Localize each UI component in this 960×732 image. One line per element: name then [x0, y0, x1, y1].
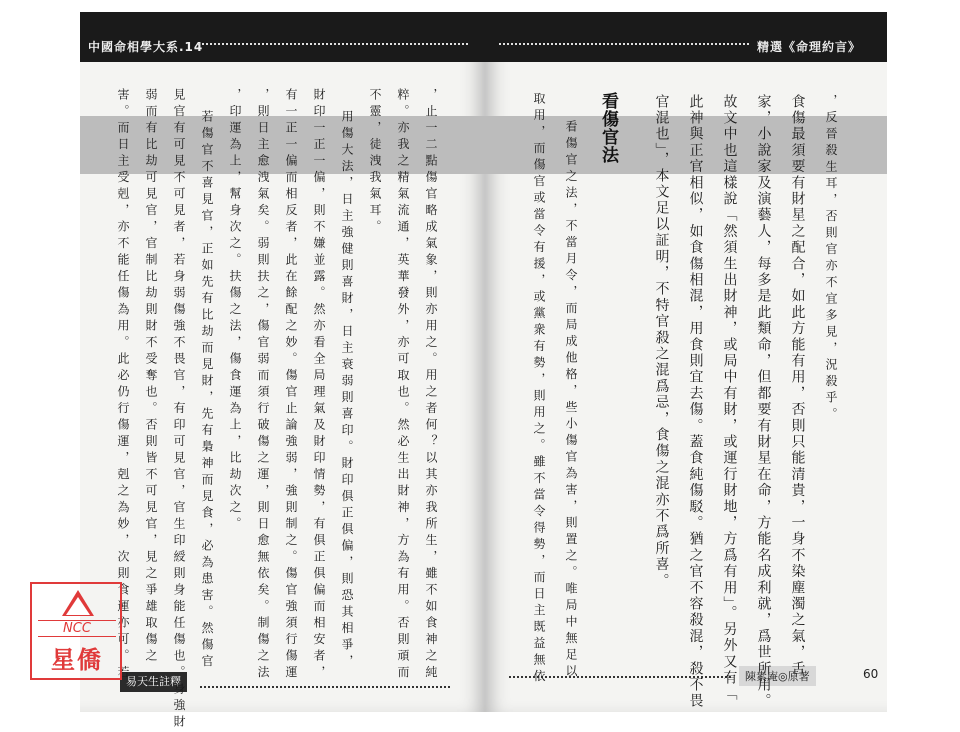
left-header-band [80, 12, 485, 62]
right-footer-author: 陳素庵◎原著 [739, 666, 816, 686]
page-number: 60 [863, 667, 879, 681]
watermark-name: 星僑 [51, 646, 103, 674]
left-column-9: 若傷官不喜見官，正如先有比劫而見財，先有梟神而見食，必為患害。然傷官 [200, 110, 214, 671]
right-column-5: 此神與正官相似，如食傷相混，用食則宜去傷。蓋食純傷駁。猶之官不容殺混，殺不畏 [687, 94, 704, 710]
left-column-5: 財印一正一偏，則不嫌並露。然亦看全局理氣及財印情勢，有俱正俱偏而相安者， [312, 88, 326, 682]
right-column-4: 故文中也這樣說「然須生出財神，或局中有財，或運行財地，方爲有用」。另外又有「 [721, 94, 738, 703]
left-column-7: ，則日主愈洩氣矣。弱則扶之，傷官弱而須行破傷之運，則日愈無依矣。制傷之法 [256, 88, 270, 682]
left-column-8: ，印運為上，幫身次之。扶傷之法，傷食運為上，比劫次之。 [228, 88, 242, 534]
left-header-title: 中國命相學大系.14 [88, 40, 204, 54]
section-title: 看傷官法 [598, 92, 618, 164]
left-footer-dots [200, 686, 450, 688]
left-column-10: 見官有可見不可見者，若身弱傷強不畏官，有印可見官，官生印綬則身能任傷也。身強財 [172, 88, 186, 732]
left-column-4: 用傷大法，日主強健則喜財，日主衰弱則喜印。財印俱正俱偏，則恐其相爭， [340, 110, 354, 671]
left-column-11: 弱而有比劫可見官，官制比劫則財不受奪也。否則皆不可見官，見之爭雄取傷之 [144, 88, 158, 666]
right-column-2: 食傷最須要有財星之配合，如此方能有用，否則只能清貴，一身不染塵濁之氣，舌 [789, 94, 806, 678]
right-header-title: 精選《命理約言》 [757, 40, 862, 54]
ncc-watermark-logo [30, 582, 122, 680]
right-column-3: 家，小說家及演藝人，每多是此類命，但都要有財星在命，方能名成利就，爲世所用。 [755, 94, 772, 710]
left-column-2: 粹。亦我之精氣流通，英華發外，亦可取也。然必生出財神，方為有用。否則頑而 [396, 88, 410, 682]
left-header-dots [198, 43, 468, 45]
watermark-ncc: NCC [38, 620, 116, 637]
left-column-1: ，止一二點傷官略成氣象，則亦用之。用之者何？以其亦我所生，雖不如食神之純 [424, 88, 438, 682]
right-column-1: ，反晉殺生耳，否則官亦不宜多見，況殺乎。 [824, 94, 838, 424]
section-column-1: 看傷官之法，不當月令，而局成他格，些小傷官為害，則置之。唯局中無足以 [564, 120, 578, 681]
left-column-12: 害。而日主受剋，亦不能任傷為用。此必仍行傷運，剋之為妙，次則食運亦可。若 [116, 88, 130, 682]
left-footer-tab: 易天生註釋 [120, 672, 187, 692]
right-header-band [485, 12, 887, 62]
right-column-6: 官混也」，本文足以証明，不特官殺之混爲忌，食傷之混亦不爲所喜。 [653, 94, 670, 590]
right-header-dots [499, 43, 749, 45]
left-column-6: 有一正一偏而相反者，此在餘配之妙。傷官止論強弱，強則制之。傷官強須行傷運 [284, 88, 298, 682]
section-column-2: 取用，而傷官或當令有援，或黨衆有勢，則用之。雖不當令得勢，而日主既益無依 [532, 92, 546, 686]
left-column-3: 不靈，徒洩我氣耳。 [368, 88, 382, 237]
